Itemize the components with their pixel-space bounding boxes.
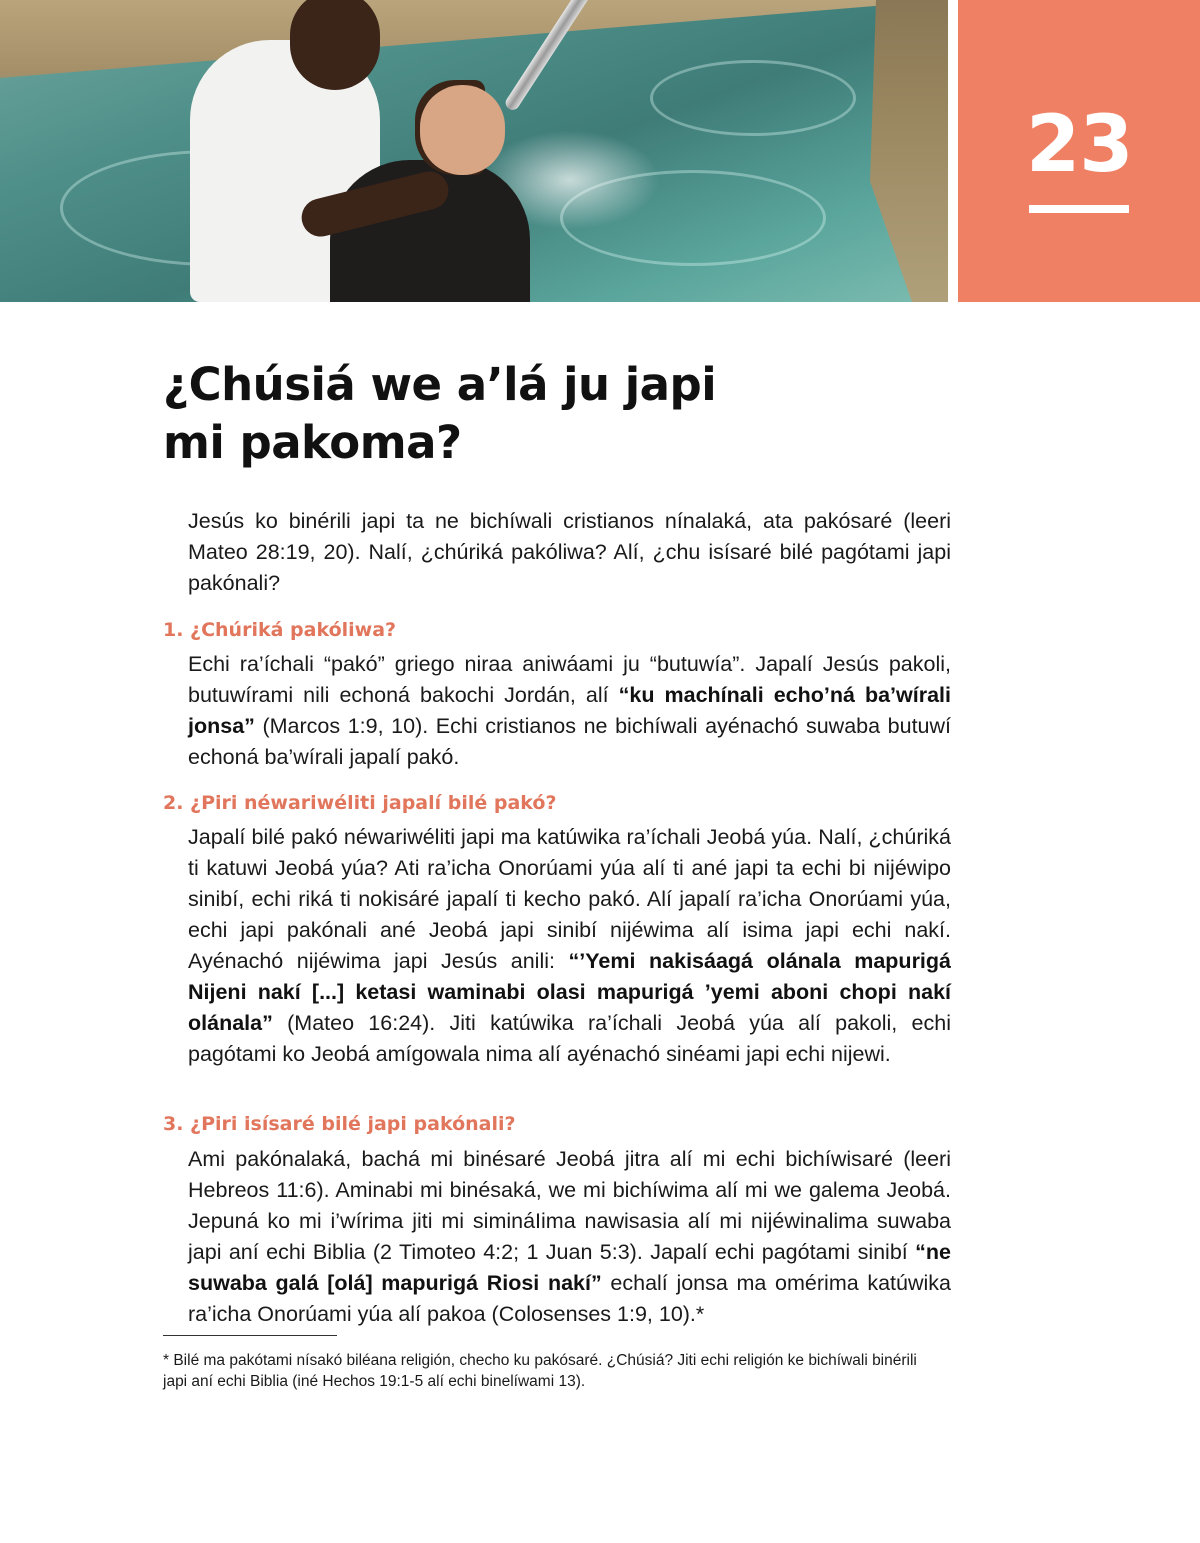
water-ripple <box>650 60 856 136</box>
section-1-heading: 1. ¿Chúriká pakóliwa? <box>163 619 397 641</box>
man-head <box>290 0 380 90</box>
section-3-paragraph <box>188 1144 951 1330</box>
section-2-text-b: (Mateo 16:24). Jiti katúwika ra’íchali Jeobá yúa alí pakoli, echi pagótami ko Jeobá amígowala nima alí ayénachó sinéami japi echi nijewi. <box>188 1011 951 1066</box>
footnote-divider <box>163 1335 337 1336</box>
section-3-text-b: echalí jonsa ma omérima katúwika ra’icha Onorúami yúa alí pakoa (Colosenses 1:9, 10).* <box>188 1271 951 1326</box>
section-1-quote: “ku machínali echo’ná ba’wírali jonsa” <box>188 683 951 738</box>
lesson-title <box>163 356 863 472</box>
section-3-text-a: Ami pakónalaká, bachá mi binésaré Jeobá jitra alí mi echi bichíwisaré (leeri Hebreos 11:6). Aminabi mi binésaká, we mi bichíwima alí mi we galema Jeobá. Jepuná ko mi i’wírima jiti mi simináIima nawisasia alí mi nijéwinalima suwaba japi aní echi Biblia (2 Timoteo 4:2; 1 Juan 5:3). Japalí echi pagótami sinibí <box>188 1147 951 1264</box>
section-3-quote: “ne suwaba galá [olá] mapurigá Riosi nakí” <box>188 1240 951 1295</box>
lesson-title-line2: mi pakoma? <box>163 416 462 469</box>
section-1-paragraph <box>188 649 951 773</box>
section-2-text-a: Japalí bilé pakó néwariwéliti japi ma katúwika ra’íchali Jeobá yúa. Nalí, ¿chúriká ti katuwi Jeobá yúa? Ati ra’icha Onorúami yúa alí ti ané japi ta echi bi nijéwipo sinibí, echi riká ti nokisáré japalí ti kecho pakó. Alí japalí ra’icha Onorúami yúa, echi japi pakónali ané Jeobá japi sinibí nijéwima alí isima japi echi nakí. Ayénachó nijéwima japi Jesús anili: <box>188 825 951 973</box>
lesson-number-underline <box>1029 205 1129 213</box>
section-1-text-b: (Marcos 1:9, 10). Echi cristianos ne bichíwali ayénachó suwaba butuwí echoná ba’wírali japalí pakó. <box>188 714 951 769</box>
lesson-number: 23 <box>1026 100 1133 190</box>
section-2-quote: “’Yemi nakisáagá olánala mapurigá Nijeni nakí [...] ketasi waminabi olasi mapurigá ’yemi aboni chopi nakí olánala” <box>188 949 952 1035</box>
section-2-heading: 2. ¿Piri néwariwéliti japalí bilé pakó? <box>163 792 557 814</box>
lesson-title-line1: ¿Chúsiá we a’lá ju japi <box>163 358 717 411</box>
pool-edge <box>828 0 948 302</box>
footnote: * Bilé ma pakótami nísakó biléana religión, checho ku pakósaré. ¿Chúsiá? Jiti echi religión ke bichíwali binérili japi aní echi Biblia (iné Hechos 19:1-5 alí echi binelíwami 13). <box>163 1352 917 1390</box>
intro-paragraph: Jesús ko binérili japi ta ne bichíwali cristianos nínalaká, ata pakósaré (leeri Mateo 28:19, 20). Nalí, ¿chúriká pakóliwa? Alí, ¿chu isísaré bilé pagótami japi pakónali? <box>188 509 951 595</box>
section-2-paragraph <box>188 822 951 1070</box>
woman-head <box>420 85 505 175</box>
section-3-heading: 3. ¿Piri isísaré bilé japi pakónali? <box>163 1113 516 1135</box>
hero-photo <box>0 0 948 302</box>
section-1-text-a: Echi ra’íchali “pakó” griego niraa aniwáami ju “butuwía”. Japalí Jesús pakoli, butuwírami nili echoná bakochi Jordán, alí <box>188 652 951 707</box>
